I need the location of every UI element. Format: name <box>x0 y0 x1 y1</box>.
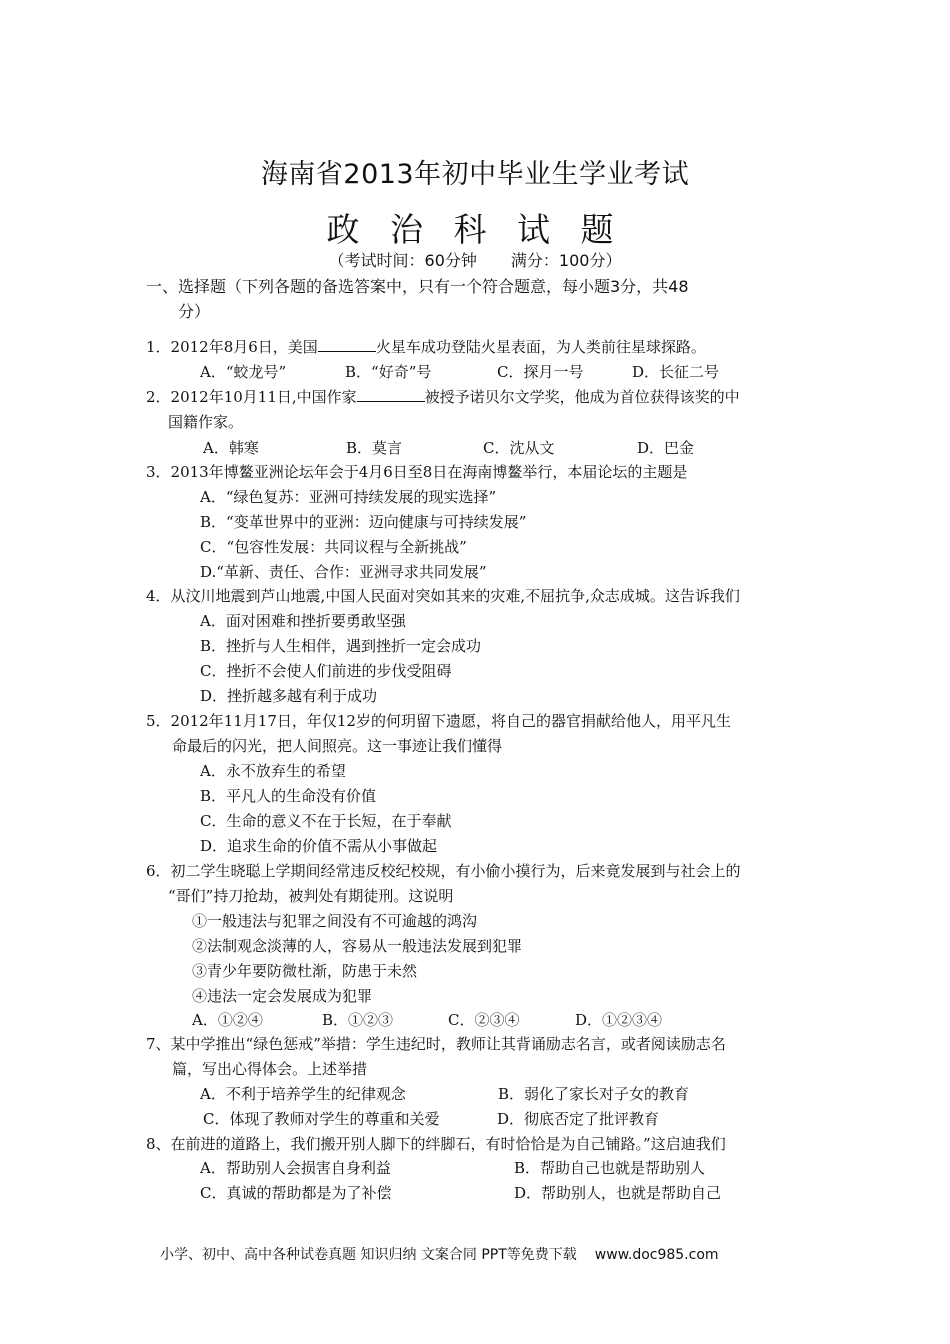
q6-option-c: C．②③④ <box>448 1011 520 1029</box>
q3-option-d: D.“革新、责任、合作：亚洲寻求共同发展” <box>200 563 487 581</box>
q6-statement-4: ④违法一定会发展成为犯罪 <box>192 987 373 1005</box>
footer-text: 小学、初中、高中各种试卷真题 知识归纳 文案合同 PPT等免费下载 <box>160 1247 577 1263</box>
q6-option-d: D．①②③④ <box>575 1011 663 1029</box>
q8-option-b: B．帮助自己也就是帮助别人 <box>514 1159 706 1177</box>
q6-stem-cont: “哥们”持刀抢劫，被判处有期徒刑。这说明 <box>168 887 454 905</box>
q7-option-a: A．不利于培养学生的纪律观念 <box>200 1085 406 1103</box>
q1-stem-b: 火星车成功登陆火星表面，为人类前往星球探路。 <box>375 338 706 356</box>
q5-option-b: B．平凡人的生命没有价值 <box>200 787 377 805</box>
q2-answer-blank <box>357 387 425 402</box>
q7-stem-cont: 篇，写出心得体会。上述举措 <box>172 1060 368 1078</box>
q6-stem: 6．初二学生晓聪上学期间经常违反校纪校规，有小偷小摸行为，后来竟发展到与社会上的 <box>146 862 741 880</box>
q8-option-a: A．帮助别人会损害自身利益 <box>200 1159 391 1177</box>
page-footer <box>160 1244 719 1264</box>
q6-statement-1: ①一般违法与犯罪之间没有不可逾越的鸿沟 <box>192 912 478 930</box>
q7-option-c: C．体现了教师对学生的尊重和关爱 <box>203 1110 440 1128</box>
q2-stem-cont: 国籍作家。 <box>168 413 244 431</box>
q3-stem: 3．2013年博鳌亚洲论坛年会于4月6日至8日在海南博鳌举行，本届论坛的主题是 <box>146 463 688 481</box>
time-info: （考试时间：60分钟 <box>328 251 477 270</box>
subject-title: 政 治 科 试 题 <box>326 210 624 249</box>
q5-stem-cont: 命最后的闪光，把人间照亮。这一事迹让我们懂得 <box>172 737 503 755</box>
section-heading <box>146 274 810 324</box>
section-heading-line2: 分） <box>178 302 211 321</box>
q1-option-d: D．长征二号 <box>632 363 720 381</box>
q6-statement-2: ②法制观念淡薄的人，容易从一般违法发展到犯罪 <box>192 937 523 955</box>
q8-stem: 8、在前进的道路上，我们搬开别人脚下的绊脚石，有时恰恰是为自己铺路。”这启迪我们 <box>146 1135 726 1153</box>
q5-stem: 5．2012年11月17日，年仅12岁的何玥留下遗愿，将自己的器官捐献给他人，用平凡生 <box>146 712 731 730</box>
q2-stem <box>146 386 740 408</box>
q7-option-d: D．彻底否定了批评教育 <box>497 1110 660 1128</box>
q4-option-c: C．挫折不会使人们前进的步伐受阻碍 <box>200 662 452 680</box>
q1-option-b: B．“好奇”号 <box>345 363 432 381</box>
q4-stem: 4．从汶川地震到芦山地震,中国人民面对突如其来的灾难,不屈抗争,众志成城。这告诉我们 <box>146 587 740 605</box>
q6-statement-3: ③青少年要防微杜渐，防患于未然 <box>192 962 418 980</box>
q2-stem-a: 2．2012年10月11日,中国作家 <box>146 388 357 406</box>
q6-option-b: B．①②③ <box>322 1011 394 1029</box>
q5-option-c: C．生命的意义不在于长短，在于奉献 <box>200 812 452 830</box>
q8-option-d: D．帮助别人，也就是帮助自己 <box>514 1184 722 1202</box>
q5-option-a: A．永不放弃生的希望 <box>200 762 346 780</box>
exam-title: 海南省2013年初中毕业生学业考试 <box>260 159 690 190</box>
q2-option-a: A．韩寒 <box>203 439 259 457</box>
q3-option-c: C．“包容性发展：共同议程与全新挑战” <box>200 538 467 556</box>
q2-option-c: C．沈从文 <box>483 439 555 457</box>
q2-stem-b: 被授予诺贝尔文学奖，他成为首位获得该奖的中 <box>424 388 740 406</box>
q3-option-b: B．“变革世界中的亚洲：迈向健康与可持续发展” <box>200 513 527 531</box>
q2-option-b: B．莫言 <box>346 439 403 457</box>
q1-answer-blank <box>318 337 376 352</box>
score-info: 满分：100分） <box>510 251 622 270</box>
footer-url[interactable]: www.doc985.com <box>594 1247 719 1263</box>
q7-stem: 7、某中学推出“绿色惩戒”举措：学生违纪时，教师让其背诵励志名言，或者阅读励志名 <box>146 1035 726 1053</box>
q1-option-a: A．“蛟龙号” <box>200 363 287 381</box>
q8-option-c: C．真诚的帮助都是为了补偿 <box>200 1184 392 1202</box>
section-heading-line1: 一、选择题（下列各题的备选答案中，只有一个符合题意，每小题3分，共48 <box>146 277 689 296</box>
q1-stem-a: 1．2012年8月6日，美国 <box>146 338 318 356</box>
q3-option-a: A．“绿色复苏：亚洲可持续发展的现实选择” <box>200 488 497 506</box>
q4-option-d: D．挫折越多越有利于成功 <box>200 687 378 705</box>
q6-option-a: A．①②④ <box>192 1011 263 1029</box>
q4-option-b: B．挫折与人生相伴，遇到挫折一定会成功 <box>200 637 482 655</box>
exam-time-info <box>0 248 950 271</box>
q5-option-d: D．追求生命的价值不需从小事做起 <box>200 837 438 855</box>
q1-option-c: C．探月一号 <box>497 363 584 381</box>
q2-option-d: D．巴金 <box>637 439 695 457</box>
q4-option-a: A．面对困难和挫折要勇敢坚强 <box>200 612 406 630</box>
q7-option-b: B．弱化了家长对子女的教育 <box>498 1085 690 1103</box>
q1-stem <box>146 336 706 358</box>
